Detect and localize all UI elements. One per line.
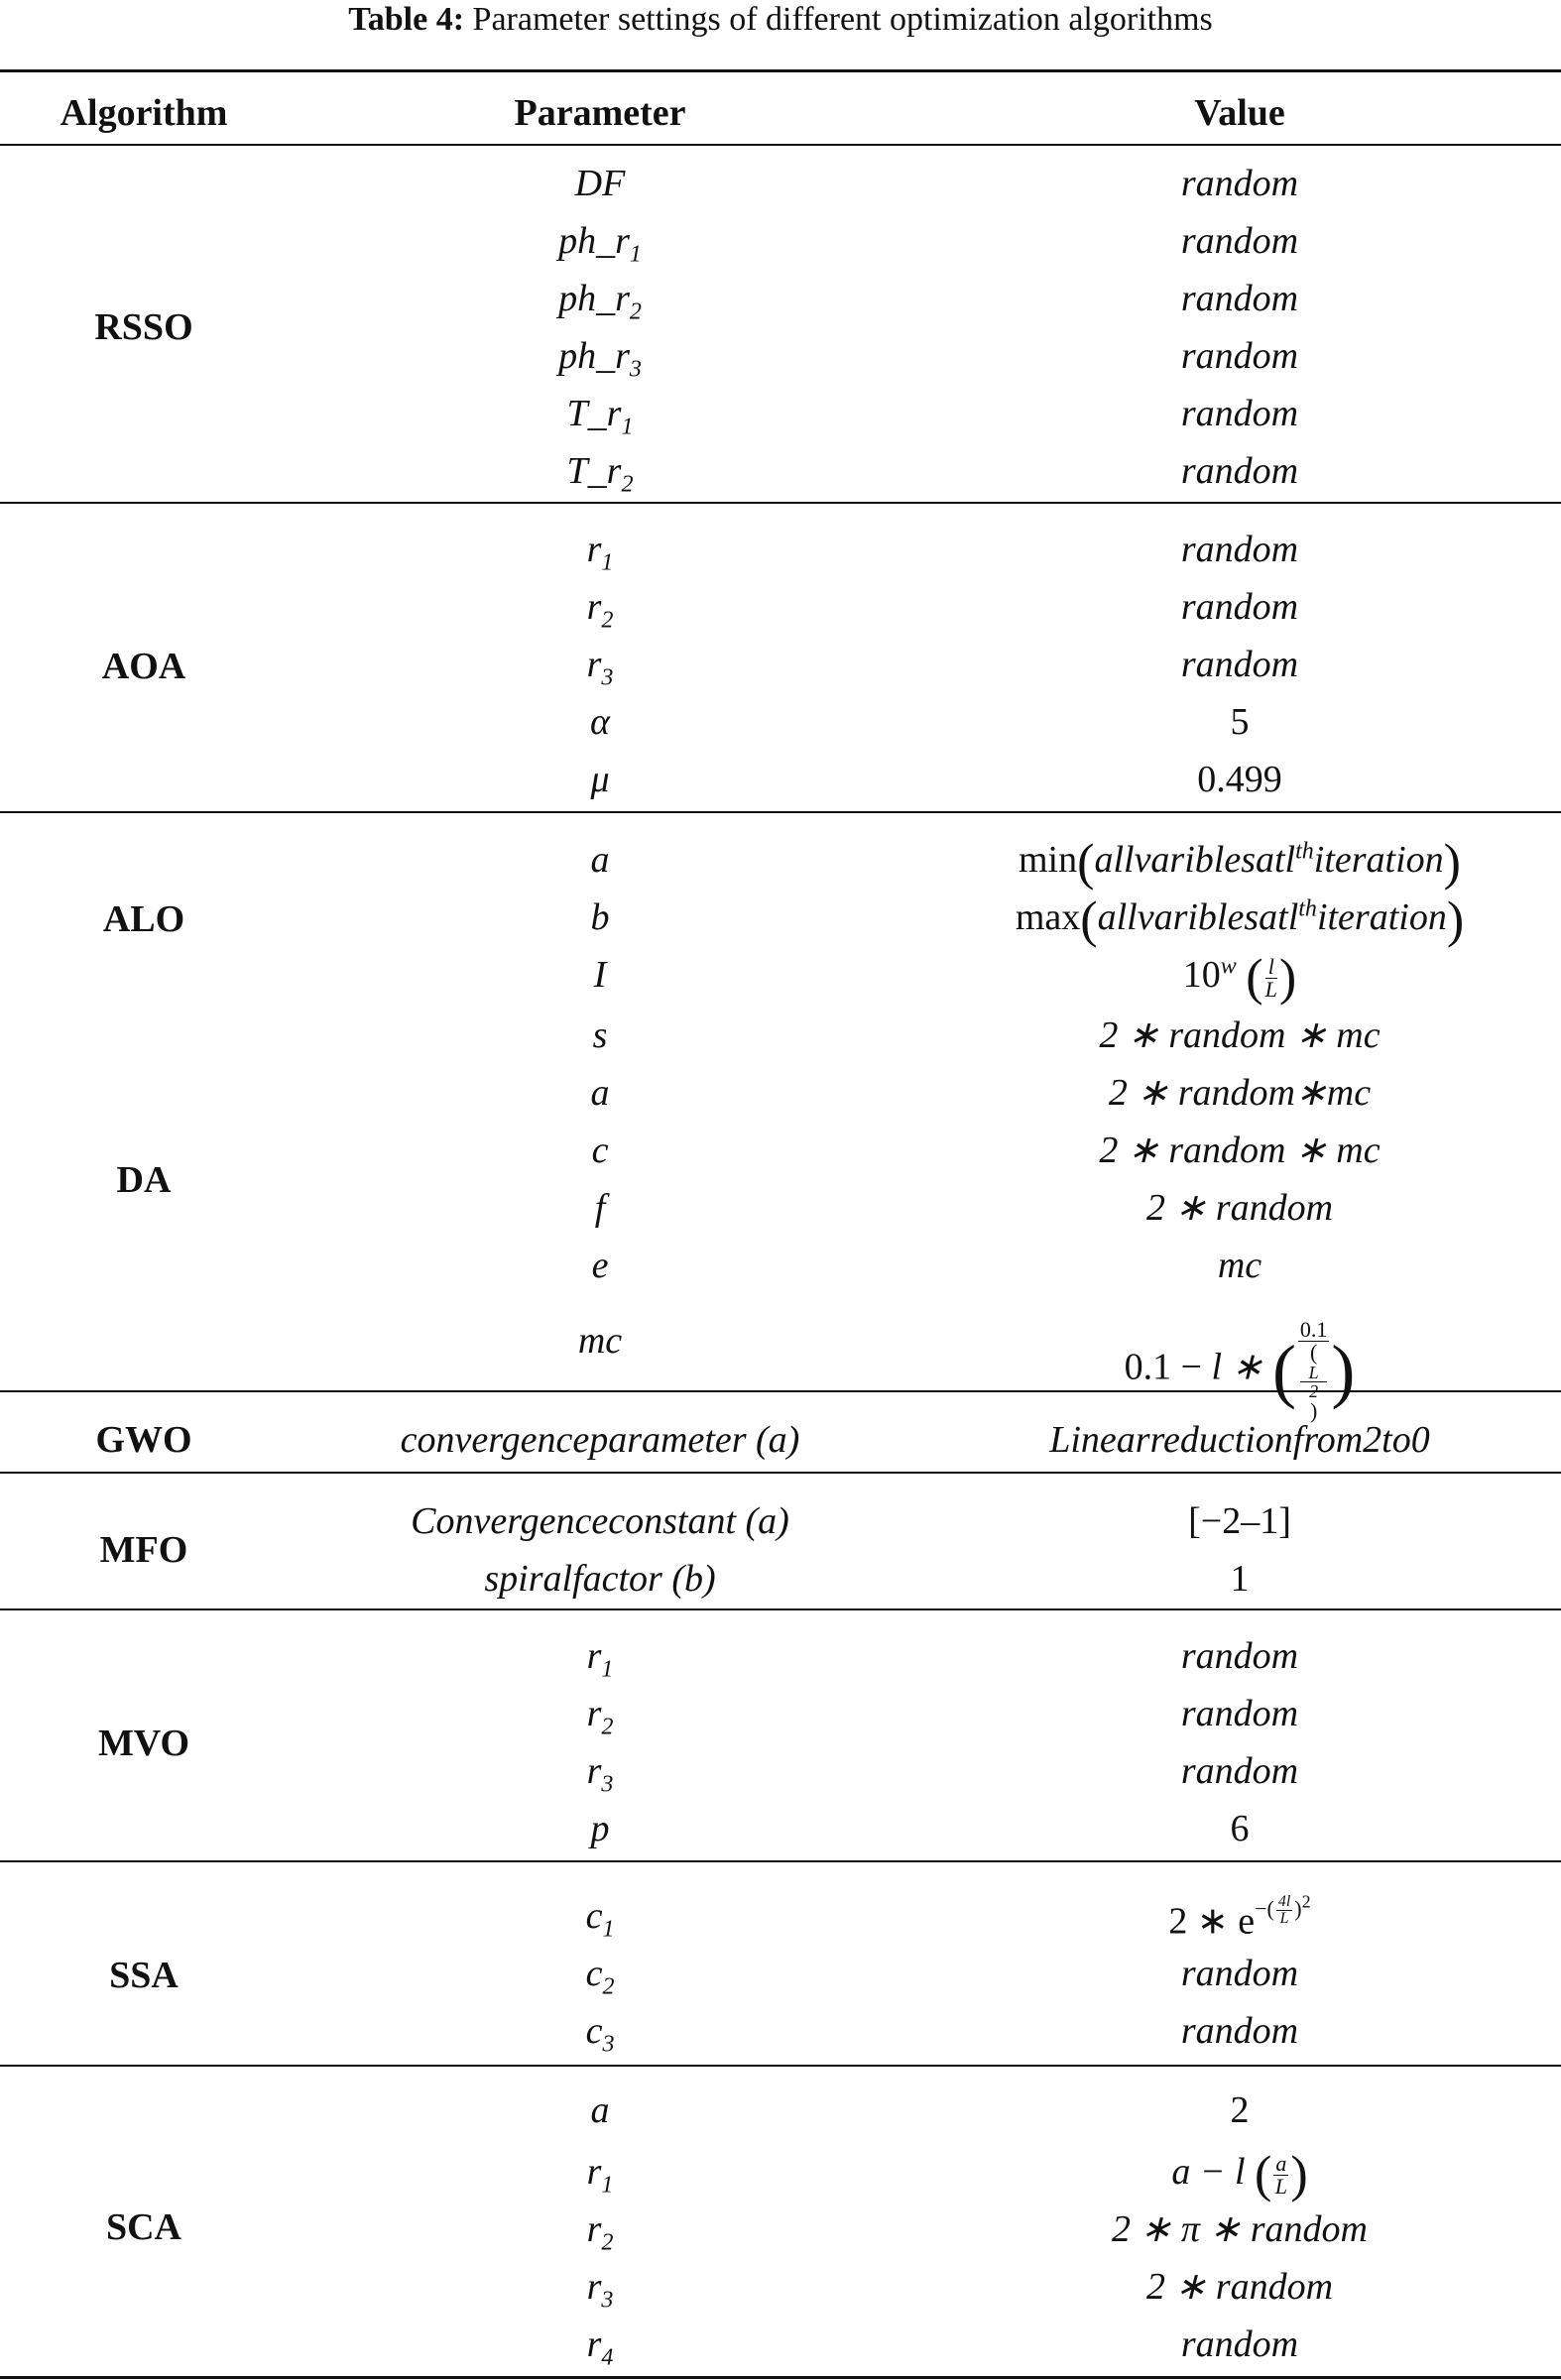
value-exp-sign: − [1255,1895,1267,1921]
value-base: 10 [1182,954,1221,996]
param-base: r [586,1693,602,1734]
value-cell: random [1180,2323,1299,2365]
value-cell: [−2–1] [1188,1500,1291,1542]
param-base: ph_r [558,220,630,262]
param-sub: 4 [601,2344,614,2371]
param-cell: I [593,954,607,996]
param-cell: p [590,1808,610,1849]
param-sub: 2 [602,1973,615,2000]
param-cell [298,528,902,576]
header-algorithm: Algorithm [60,92,228,134]
param-base: c [585,1895,603,1937]
param-sub: 2 [621,471,634,498]
param-cell [298,2322,902,2371]
value-cell: 10$^w$ ( $\frac{l}{L}$ ) [1182,949,1297,1007]
value-cell: random [1180,450,1299,492]
fraction [1273,2150,1288,2199]
param-cell: a [590,1072,610,1114]
param-cell [298,219,902,268]
param-base: r [586,2323,602,2365]
param-base: r [586,586,602,628]
param-cell: α [590,701,610,743]
param-cell [298,2265,902,2314]
param-base: r [586,1750,602,1792]
inner-fraction [1300,1364,1328,1400]
param-cell [298,1634,902,1683]
fraction [1264,953,1277,1002]
value-sup: w [1220,953,1237,980]
caption-text: Parameter settings of different optimization algorithms [464,1,1213,38]
value-cell: random [1180,529,1299,570]
value-body: allvariblesatl [1094,839,1296,881]
value-cell: 0.499 [1197,759,1282,800]
param-cell [298,1692,902,1740]
param-sub: 3 [629,356,642,383]
value-cell: random [1180,278,1299,319]
value-cell: random [1180,2010,1299,2052]
param-cell [298,392,902,440]
value-cell: 2 [1230,2089,1250,2131]
param-cell: convergenceparameter (a) [400,1419,800,1461]
fraction-num: 4l [1277,1893,1291,1910]
param-cell [298,2207,902,2256]
param-sub: 3 [602,2031,615,2058]
fraction-den: L [1274,2173,1287,2199]
algo-ssa: SSA [109,1955,179,1996]
param-cell: Convergenceconstant (a) [411,1500,789,1542]
value-cell: random [1180,1750,1299,1792]
inner-fraction-num: L [1300,1364,1328,1382]
param-base: r [586,644,602,685]
param-cell [298,334,902,383]
param-base: r [586,1635,602,1677]
param-sub: 1 [601,2172,614,2199]
param-cell: μ [590,759,610,800]
fraction-den: L [1264,976,1277,1002]
param-cell: s [592,1014,608,1056]
fraction-num: 0.1 [1299,1317,1328,1342]
value-tail: iteration [1316,896,1447,938]
value-cell: random [1180,586,1299,628]
param-sub: 3 [601,2287,614,2314]
value-var: l ∗ [1211,1346,1263,1388]
value-lead: a − l [1171,2151,1246,2193]
value-cell: 2 ∗ random [1145,2266,1334,2308]
param-sub: 1 [629,241,642,268]
param-sub: 2 [629,298,642,325]
group-rule [0,502,1561,504]
param-cell [298,1952,902,2000]
value-cell: random [1180,644,1299,685]
param-cell: spiralfactor (b) [484,1558,716,1600]
value-cell: random [1180,393,1299,434]
value-tail: iteration [1313,839,1444,881]
header-value: Value [1194,92,1285,134]
value-cell: mc [1217,1245,1262,1286]
param-base: c [585,1953,603,1994]
param-sub: 3 [601,1771,614,1798]
value-cell: random [1180,163,1299,204]
value-sup: th [1295,838,1314,865]
param-sub: 1 [621,414,634,440]
algo-mvo: MVO [97,1723,190,1764]
header-rule [0,144,1561,146]
param-sub: 2 [601,607,614,634]
algo-alo: ALO [102,898,185,940]
param-base: T_r [566,393,622,434]
value-lead: 0.1 − [1124,1346,1212,1388]
value-cell: 1 [1230,1558,1250,1600]
param-base: c [585,2010,603,2052]
value-cell: a − l ( $\frac{a}{L}$ ) [1171,2146,1308,2203]
top-rule [0,69,1561,72]
group-rule [0,1608,1561,1610]
algo-mfo: MFO [99,1529,188,1571]
algo-da: DA [116,1159,172,1201]
param-sub: 2 [601,2229,614,2256]
param-sub: 2 [601,1714,614,1740]
param-cell [298,2009,902,2058]
fraction-num: a [1275,2150,1287,2176]
value-cell: random [1180,1953,1299,1994]
value-cell: random [1180,1693,1299,1734]
param-cell: a [590,839,610,881]
param-cell [298,449,902,498]
value-exp: −( 4l L )2 [1255,1891,1311,1927]
param-base: T_r [566,450,622,492]
group-rule [0,811,1561,813]
value-cell: 2 ∗ random [1145,1187,1334,1229]
param-cell [298,2150,902,2199]
value-body: allvariblesatl [1097,896,1299,938]
param-cell [298,643,902,691]
value-cell: min(allvariblesatl$^{th}$iteration) [1019,834,1461,892]
header-parameter: Parameter [514,92,686,134]
param-base: r [586,2151,602,2193]
param-base: r [586,529,602,570]
algo-sca: SCA [105,2206,182,2248]
group-rule [0,1860,1561,1862]
value-cell: random [1180,1635,1299,1677]
value-pow: 2 [1301,1891,1311,1912]
param-cell: e [591,1245,609,1286]
fraction-den: ( L 2 ) [1298,1342,1330,1422]
algo-aoa: AOA [101,646,186,687]
value-cell: 5 [1230,701,1250,743]
param-base: ph_r [558,278,630,319]
value-cell: 2 ∗ random ∗ mc [1099,1014,1381,1056]
value-cell: 0.1 − l ∗ ( 0.1 ( L 2 ) ) [1124,1317,1356,1423]
inner-fraction-den: 2 [1309,1381,1319,1401]
param-cell [298,585,902,634]
group-rule [0,2065,1561,2067]
param-base: r [586,2266,602,2308]
value-cell: random [1180,335,1299,377]
value-cell: max(allvariblesatl$^{th}$iteration) [1015,892,1465,949]
param-cell: f [594,1187,606,1229]
value-lead: 2 ∗ e [1168,1900,1256,1943]
caption-label: Table 4: [348,1,465,38]
param-sub: 3 [601,664,614,691]
table-caption [0,0,1561,40]
param-cell [298,1894,902,1943]
param-cell: b [590,896,610,938]
param-cell [298,1749,902,1798]
fraction [1298,1319,1330,1422]
algo-rsso: RSSO [94,306,193,348]
fraction [1276,1894,1292,1927]
param-cell: DF [574,163,626,204]
param-sub: 1 [602,1916,615,1943]
param-cell: c [591,1130,609,1171]
param-base: ph_r [558,335,630,377]
value-cell: 2 ∗ random∗mc [1108,1072,1372,1114]
param-sub: 1 [601,549,614,576]
value-fn: max [1015,896,1081,938]
fraction-den: L [1279,1910,1289,1927]
value-cell: Linearreductionfrom2to0 [1049,1419,1430,1461]
value-cell: 2 ∗ π ∗ random [1112,2208,1368,2250]
param-base: r [586,2208,602,2250]
value-sup: th [1298,895,1317,922]
value-cell: 6 [1230,1808,1250,1849]
group-rule [0,1472,1561,1474]
bottom-rule [0,2376,1561,2379]
algo-gwo: GWO [95,1419,192,1461]
param-cell: a [590,2089,610,2131]
param-cell [298,277,902,325]
param-cell: mc [577,1320,623,1362]
value-cell [902,1891,1561,1944]
value-fn: min [1019,839,1078,881]
fraction-num: l [1265,956,1277,979]
param-sub: 1 [601,1656,614,1683]
value-cell: 2 ∗ random ∗ mc [1099,1130,1381,1171]
value-cell: random [1180,220,1299,262]
